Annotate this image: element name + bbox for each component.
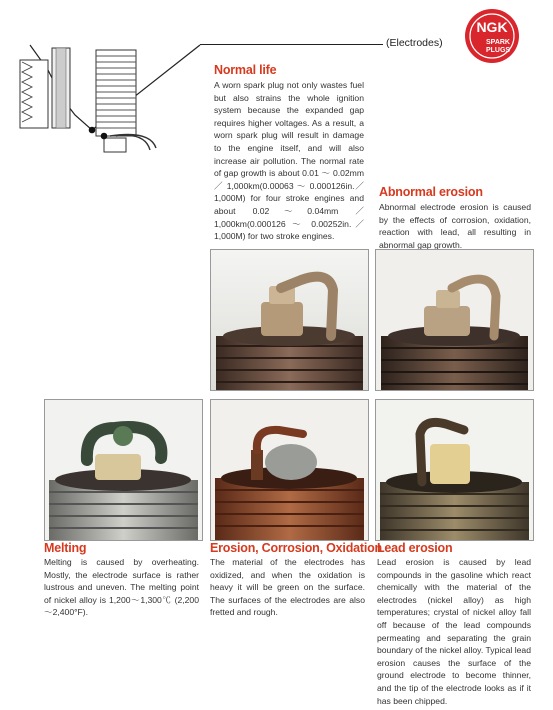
abnormal-erosion-title: Abnormal erosion bbox=[379, 185, 483, 199]
section-label: (Electrodes) bbox=[386, 37, 443, 49]
svg-text:NGK: NGK bbox=[476, 19, 508, 35]
photo-melting-plug bbox=[44, 399, 203, 541]
erosion-body: The material of the electrodes has oxidized, and when the oxidation is heavy it will be green on the surface. The surfaces of the electrodes are also fretted and rough. bbox=[210, 557, 365, 618]
lead-erosion-title: Lead erosion bbox=[377, 541, 453, 555]
melting-body: Melting is caused by overheating. Mostly, the electrode surface is rather lustrous and uneven. The melting point of nickel alloy is 1,200～1,300℃ (2,200～2,400°F). bbox=[44, 557, 199, 618]
ngk-logo bbox=[460, 8, 524, 64]
normal-life-title: Normal life bbox=[214, 63, 277, 77]
svg-text:SPARK: SPARK bbox=[486, 39, 510, 46]
svg-text:PLUGS: PLUGS bbox=[485, 47, 511, 54]
photo-corrosion-plug bbox=[210, 399, 369, 541]
photo-abnormal-erosion-plug bbox=[375, 249, 534, 391]
abnormal-erosion-body: Abnormal electrode erosion is caused by the effects of corrosion, oxidation, reaction with lead, all resulting in abnormal gap growth. bbox=[379, 202, 531, 250]
header-rule bbox=[200, 44, 383, 45]
spark-plug-diagram bbox=[0, 40, 212, 170]
melting-title: Melting bbox=[44, 541, 87, 555]
photo-lead-erosion-plug bbox=[375, 399, 534, 541]
erosion-title: Erosion, Corrosion, Oxidation bbox=[210, 541, 382, 555]
normal-life-body: A worn spark plug not only wastes fuel but also strains the whole ignition system because the expanded gap requires higher voltages. As a result, a worn spark plug will result in damage to the engine itself, and will also increase air pollution. The normal rate of gap growth is about 0.01 ～ 0.02mm ／ 1,000km(0.00063 ～ 0.000126in.／1,000M) for four stroke engines and about 0.02～0.04mm ／ 1,000km(0.000126 ～ 0.00252in.／1,000M) for two stroke engines. bbox=[214, 80, 364, 242]
lead-erosion-body: Lead erosion is caused by lead compounds in the gasoline which react chemically with the material of the electrodes (nickel alloy) as high temperatures; crystal of nickel alloy fall off because of the lead compounds permeating and separating the grain boundary of the nickel alloy. Typical lead erosion causes the surface of the ground electrode to become thinner, and the tip of the electrode looks as if it has been chipped. bbox=[377, 557, 531, 706]
photo-normal-plug bbox=[210, 249, 369, 391]
